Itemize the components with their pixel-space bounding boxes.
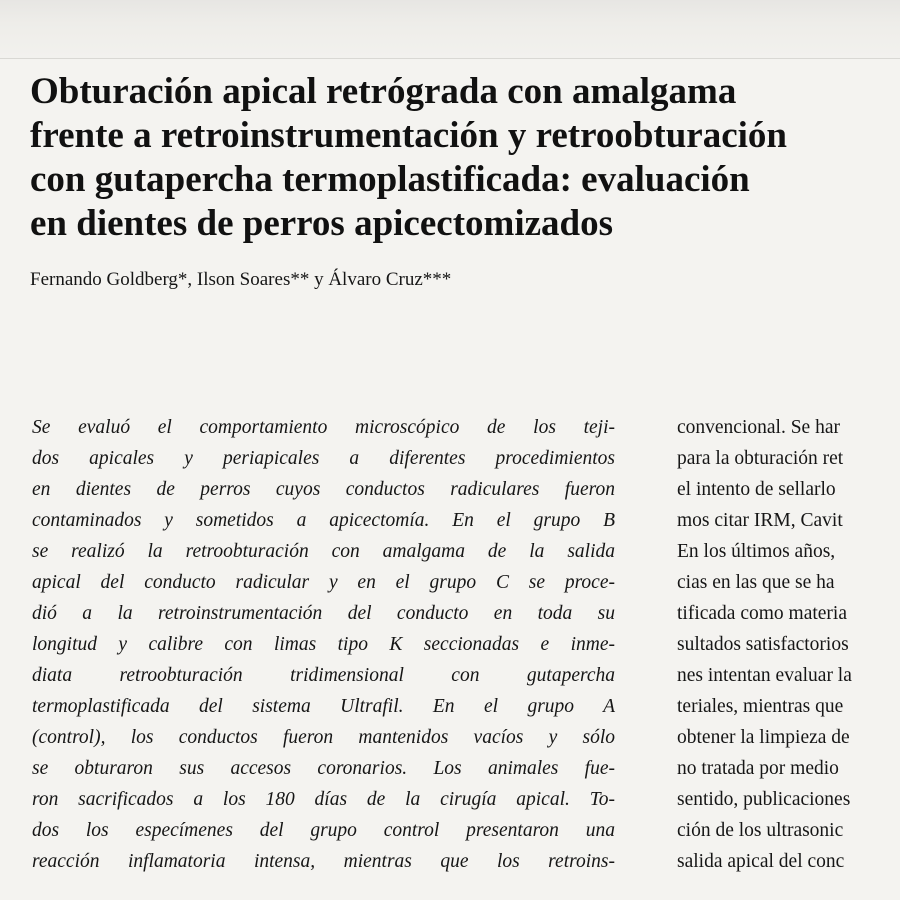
- title-line-4: en dientes de perros apicectomizados: [30, 203, 614, 244]
- abstract-line: termoplastificada del sistema Ultrafil. En el grupo A: [32, 696, 615, 717]
- title-line-1: Obturación apical retrógrada con amalgama: [30, 71, 737, 112]
- page-top-margin: [0, 0, 900, 59]
- abstract-line: dos apicales y periapicales a diferentes procedimientos: [32, 448, 615, 469]
- title-line-2: frente a retroinstrumentación y retroobturación: [30, 115, 788, 156]
- body-line: obtener la limpieza de: [677, 727, 850, 748]
- article-title: [30, 70, 890, 246]
- body-line: tificada como materia: [677, 603, 847, 624]
- body-line: convencional. Se har: [677, 417, 840, 438]
- body-line: salida apical del conc: [677, 851, 845, 872]
- body-line: para la obturación ret: [677, 448, 844, 469]
- body-line: En los últimos años,: [677, 541, 836, 562]
- abstract-line: Se evaluó el comportamiento microscópico de los teji-: [32, 417, 615, 438]
- abstract-line: contaminados y sometidos a apicectomía. En el grupo B: [32, 510, 615, 531]
- abstract-line: dos los especímenes del grupo control presentaron una: [32, 820, 615, 841]
- body-line: el intento de sellarlo: [677, 479, 836, 500]
- body-line: sentido, publicaciones: [677, 789, 851, 810]
- author-list: Fernando Goldberg*, Ilson Soares** y Álvaro Cruz***: [30, 269, 452, 290]
- abstract-line: apical del conducto radicular y en el grupo C se proce-: [32, 572, 615, 593]
- body-text-column: [677, 412, 900, 877]
- title-line-3: con gutapercha termoplastificada: evaluación: [30, 159, 750, 200]
- abstract-line: dió a la retroinstrumentación del conducto en toda su: [32, 603, 615, 624]
- body-line: mos citar IRM, Cavit: [677, 510, 843, 531]
- abstract-line: longitud y calibre con limas tipo K seccionadas e inme-: [32, 634, 615, 655]
- abstract-column: [32, 412, 615, 877]
- abstract-line: reacción inflamatoria intensa, mientras que los retroins-: [32, 851, 615, 872]
- body-line: no tratada por medio: [677, 758, 839, 779]
- abstract-line: se obturaron sus accesos coronarios. Los animales fue-: [32, 758, 615, 779]
- abstract-line: se realizó la retroobturación con amalgama de la salida: [32, 541, 615, 562]
- body-line: cias en las que se ha: [677, 572, 835, 593]
- abstract-line: en dientes de perros cuyos conductos radiculares fueron: [32, 479, 615, 500]
- abstract-line: diata retroobturación tridimensional con gutapercha: [32, 665, 615, 686]
- body-line: ción de los ultrasonic: [677, 820, 844, 841]
- body-line: sultados satisfactorios: [677, 634, 849, 655]
- body-line: teriales, mientras que: [677, 696, 844, 717]
- abstract-line: (control), los conductos fueron mantenidos vacíos y sólo: [32, 727, 615, 748]
- abstract-line: ron sacrificados a los 180 días de la cirugía apical. To-: [32, 789, 615, 810]
- body-line: nes intentan evaluar la: [677, 665, 852, 686]
